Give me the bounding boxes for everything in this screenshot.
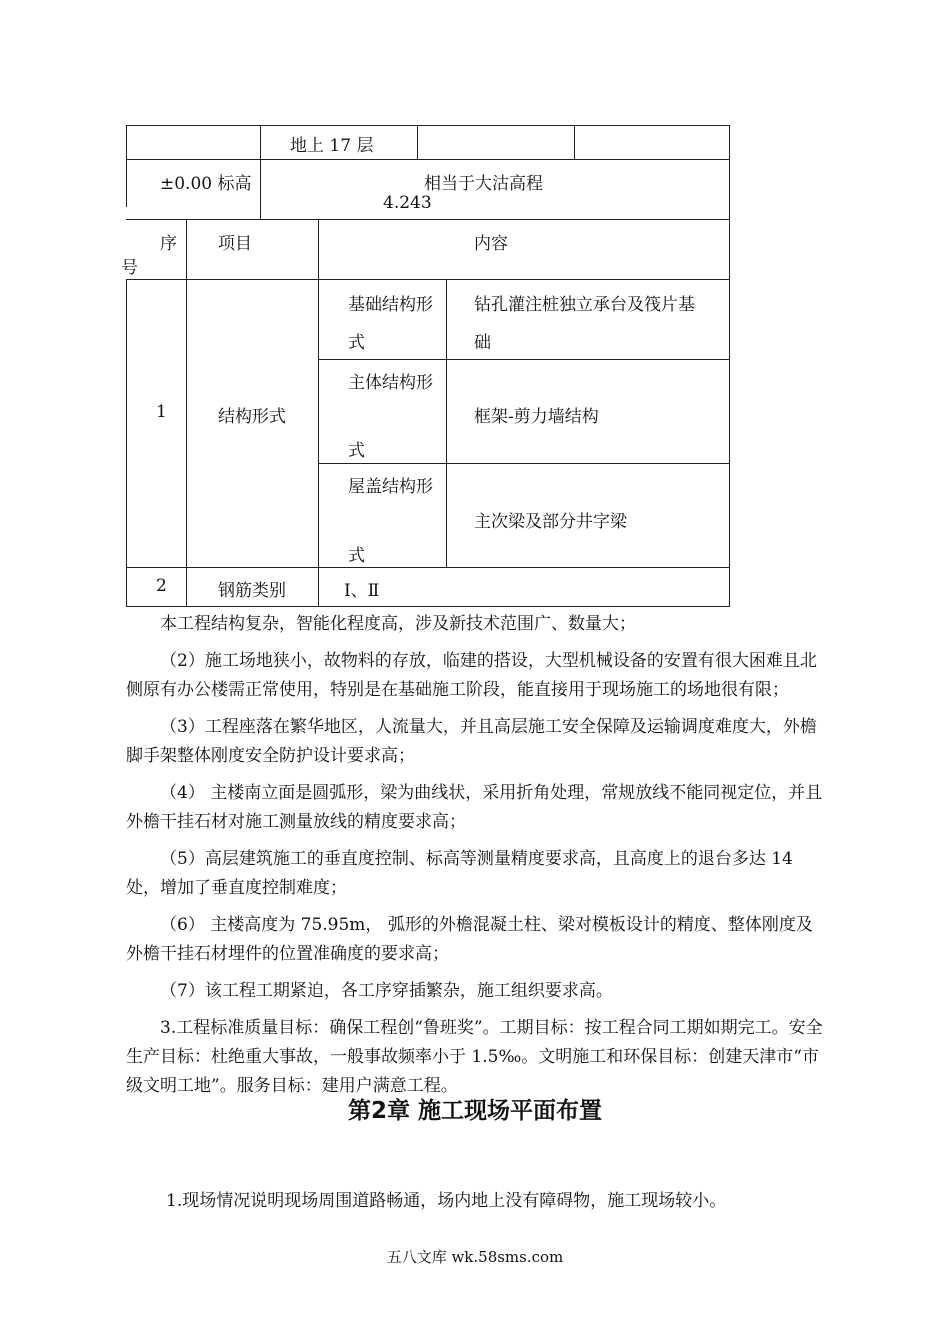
table-border-top bbox=[126, 125, 730, 126]
table-cell: 1 bbox=[156, 402, 167, 422]
paragraph: （2）施工场地狭小，故物料的存放，临建的搭设，大型机械设备的安置有很大困难且北侧原有办公楼需正常使用，特别是在基础施工阶段，能直接用于现场施工的场地很有限； bbox=[126, 651, 817, 700]
table-rule bbox=[574, 125, 575, 160]
paragraph: （7）该工程工期紧迫，各工序穿插繁杂，施工组织要求高。 bbox=[160, 981, 613, 1001]
table-border-bottom bbox=[126, 606, 730, 607]
table-cell: 框架-剪力墙结构 bbox=[474, 407, 599, 427]
table-rule bbox=[318, 219, 319, 607]
table-header: 号 bbox=[121, 258, 138, 278]
table-cell: 钻孔灌注桩独立承台及筏片基 bbox=[474, 295, 695, 315]
table-cell: 基础结构形 bbox=[348, 295, 433, 315]
table-rule bbox=[318, 463, 730, 464]
table-header: 内容 bbox=[474, 234, 508, 254]
table-header: 序 bbox=[160, 234, 177, 254]
table-rule bbox=[126, 219, 730, 220]
table-rule bbox=[186, 219, 187, 607]
table-cell: ±0.00 标高 bbox=[160, 174, 252, 194]
table-cell: 屋盖结构形 bbox=[348, 477, 433, 497]
table-cell: 主体结构形 bbox=[348, 373, 433, 393]
paragraph: （5）高层建筑施工的垂直度控制、标高等测量精度要求高，且高度上的退台多达 14 处，增加了垂直度控制难度； bbox=[126, 849, 793, 898]
table-cell: 2 bbox=[156, 576, 167, 596]
body-text bbox=[126, 610, 826, 1109]
table-rule bbox=[126, 567, 730, 568]
paragraph: （4） 主楼南立面是圆弧形，梁为曲线状，采用折角处理，常规放线不能同视定位，并且外檐干挂石材对施工测量放线的精度要求高； bbox=[126, 783, 823, 832]
table-rule bbox=[126, 159, 730, 160]
table-cell: 钢筋类别 bbox=[218, 581, 286, 601]
table-border-left bbox=[126, 279, 127, 607]
table-border-left bbox=[126, 125, 127, 207]
table-rule bbox=[318, 359, 730, 360]
table-header: 项目 bbox=[218, 234, 252, 254]
table-rule bbox=[446, 279, 447, 568]
table-cell: 础 bbox=[474, 333, 491, 353]
table-rule bbox=[260, 125, 261, 220]
paragraph: （3）工程座落在繁华地区，人流量大，并且高层施工安全保障及运输调度难度大，外檐脚手架整体刚度安全防护设计要求高； bbox=[126, 717, 817, 766]
table-cell: 式 bbox=[348, 441, 365, 461]
paragraph: 本工程结构复杂，智能化程度高，涉及新技术范围广、数量大； bbox=[160, 614, 636, 634]
table-cell: 式 bbox=[348, 333, 365, 353]
chapter-title: 第2章 施工现场平面布置 bbox=[347, 1098, 602, 1124]
table-cell: 结构形式 bbox=[218, 407, 286, 427]
page-footer: 五八文库 wk.58sms.com bbox=[386, 1248, 564, 1266]
table-cell: 主次梁及部分井字梁 bbox=[474, 512, 627, 532]
table-border-right bbox=[729, 125, 730, 607]
paragraph: （6） 主楼高度为 75.95m， 弧形的外檐混凝土柱、梁对模板设计的精度、整体刚度及外檐干挂石材埋件的位置准确度的要求高； bbox=[126, 915, 813, 964]
table-cell: 式 bbox=[348, 546, 365, 566]
table-cell: 地上 17 层 bbox=[290, 136, 374, 156]
table-cell: 4.243 bbox=[383, 193, 432, 213]
table-rule bbox=[417, 125, 418, 160]
table-cell: 相当于大沽高程 bbox=[424, 174, 543, 194]
paragraph: 3.工程标准质量目标：确保工程创“鲁班奖”。工期目标：按工程合同工期如期完工。安全生产目标：杜绝重大事故，一般事故频率小于 1.5‰。文明施工和环保目标：创建天津市“市级文明工地”。服务目标：建用户满意工程。 bbox=[126, 1018, 823, 1096]
section-line: 1.现场情况说明现场周围道路畅通，场内地上没有障碍物，施工现场较小。 bbox=[166, 1191, 727, 1211]
table-rule bbox=[126, 279, 730, 280]
table-cell: Ⅰ、Ⅱ bbox=[344, 581, 380, 601]
